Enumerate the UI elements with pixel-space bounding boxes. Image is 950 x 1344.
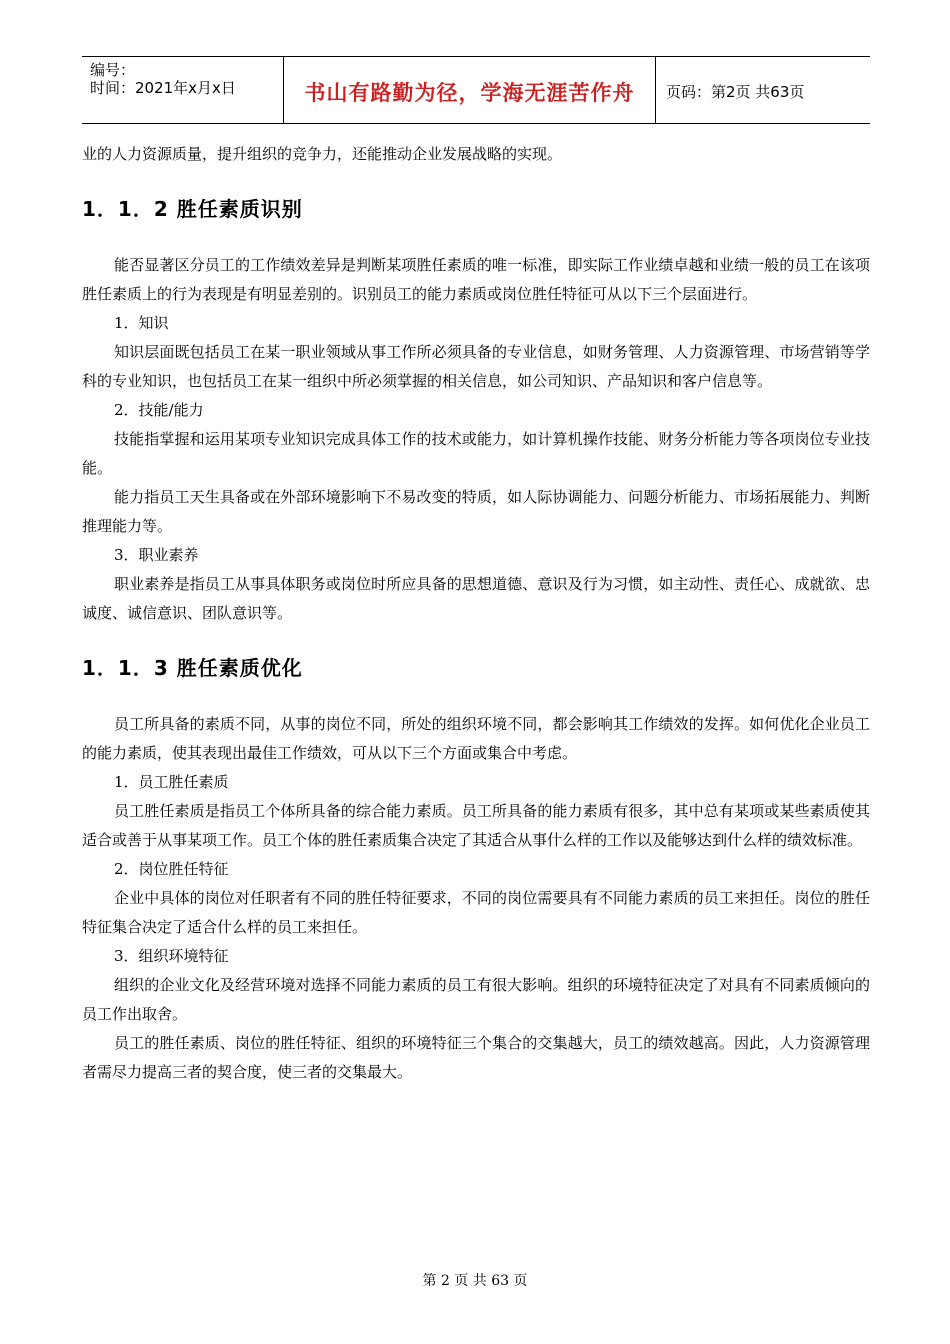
body-paragraph: 员工的胜任素质、岗位的胜任特征、组织的环境特征三个集合的交集越大，员工的绩效越高。因此，人力资源管理者需尽力提高三者的契合度，使三者的交集最大。 (82, 1034, 870, 1081)
body-paragraph: 职业素养是指员工从事具体职务或岗位时所应具备的思想道德、意识及行为习惯，如主动性、责任心、成就欲、忠诚度、诚信意识、团队意识等。 (82, 575, 870, 622)
header-page-cell (656, 57, 870, 123)
header-motto-cell (284, 57, 656, 123)
document-time-label: 时间：2021年x月x日 (90, 79, 236, 97)
body-paragraph: 知识层面既包括员工在某一职业领域从事工作所必须具备的专业信息，如财务管理、人力资源管理、市场营销等学科的专业知识，也包括员工在某一组织中所必须掌握的相关信息，如公司知识、产品知识和客户信息等。 (82, 343, 870, 390)
page-header (82, 56, 870, 124)
list-item-heading: 3．组织环境特征 (114, 947, 229, 965)
section-body (82, 251, 870, 628)
section-body (82, 710, 870, 1087)
page-footer (0, 1270, 950, 1290)
list-item-heading: 2．技能/能力 (114, 401, 204, 419)
footer-page-number: 第 2 页 共 63 页 (422, 1273, 528, 1289)
header-motto: 书山有路勤为径，学海无涯苦作舟 (304, 81, 635, 105)
header-page-code: 页码：第2页 共63页 (666, 83, 805, 101)
body-paragraph: 员工所具备的素质不同，从事的岗位不同，所处的组织环境不同，都会影响其工作绩效的发挥。如何优化企业员工的能力素质，使其表现出最佳工作绩效，可从以下三个方面或集合中考虑。 (82, 715, 870, 762)
list-item-heading: 1．知识 (114, 314, 169, 332)
body-paragraph: 能力指员工天生具备或在外部环境影响下不易改变的特质，如人际协调能力、问题分析能力、市场拓展能力、判断推理能力等。 (82, 488, 870, 535)
section-title: 1．1．2 胜任素质识别 (82, 197, 303, 221)
body-paragraph: 组织的企业文化及经营环境对选择不同能力素质的员工有很大影响。组织的环境特征决定了对具有不同素质倾向的员工作出取舍。 (82, 976, 870, 1023)
list-item-heading: 1．员工胜任素质 (114, 773, 229, 791)
body-paragraph: 员工胜任素质是指员工个体所具备的综合能力素质。员工所具备的能力素质有很多，其中总有某项或某些素质使其适合或善于从事某项工作。员工个体的胜任素质集合决定了其适合从事什么样的工作以及能够达到什么样的绩效标准。 (82, 802, 870, 849)
header-meta-cell (82, 57, 284, 123)
section-title: 1．1．3 胜任素质优化 (82, 656, 303, 680)
list-item-heading: 2．岗位胜任特征 (114, 860, 229, 878)
document-body (82, 140, 870, 1087)
intro-paragraph: 业的人力资源质量，提升组织的竞争力，还能推动企业发展战略的实现。 (82, 145, 563, 163)
document-number-label: 编号： (90, 61, 136, 79)
body-paragraph: 企业中具体的岗位对任职者有不同的胜任特征要求，不同的岗位需要具有不同能力素质的员工来担任。岗位的胜任特征集合决定了适合什么样的员工来担任。 (82, 889, 870, 936)
body-paragraph: 能否显著区分员工的工作绩效差异是判断某项胜任素质的唯一标准，即实际工作业绩卓越和业绩一般的员工在该项胜任素质上的行为表现是有明显差别的。识别员工的能力素质或岗位胜任特征可从以下三个层面进行。 (82, 256, 870, 303)
body-paragraph: 技能指掌握和运用某项专业知识完成具体工作的技术或能力，如计算机操作技能、财务分析能力等各项岗位专业技能。 (82, 430, 870, 477)
list-item-heading: 3．职业素养 (114, 546, 199, 564)
